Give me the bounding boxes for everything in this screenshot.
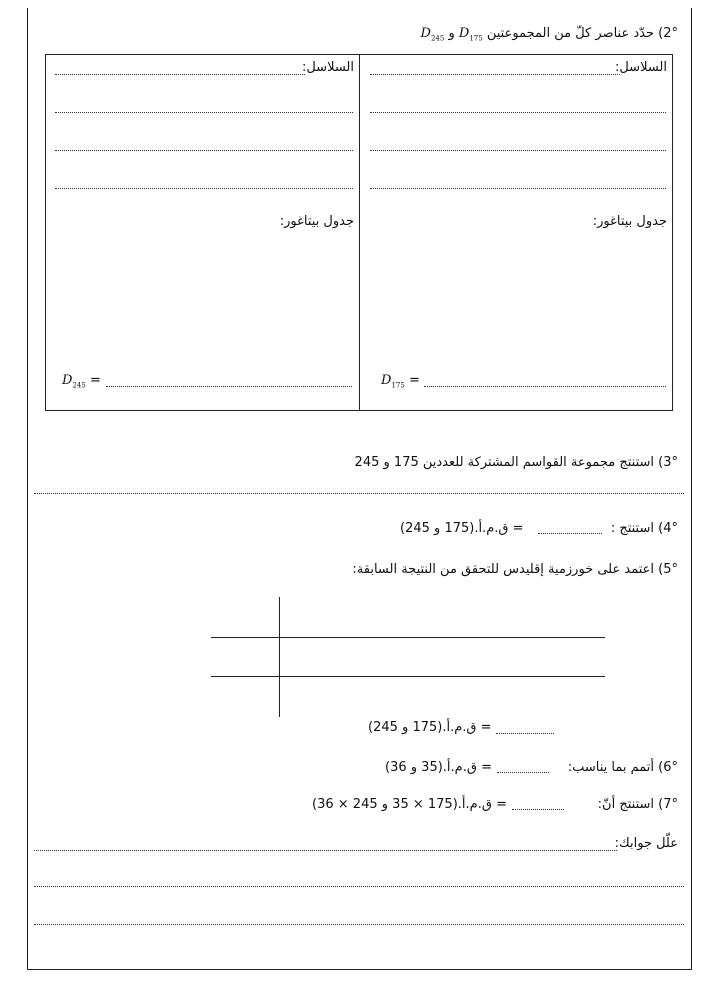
- chain-label-right: السلاسل:: [614, 60, 667, 75]
- answer-line[interactable]: [106, 386, 352, 387]
- q7-number: 7°): [658, 797, 678, 812]
- answer-line[interactable]: [370, 112, 666, 113]
- answer-line[interactable]: [55, 188, 353, 189]
- q4-prompt: [611, 521, 678, 536]
- answer-blank[interactable]: [538, 533, 602, 534]
- q6-text: أتمم بما يناسب:: [567, 760, 654, 775]
- euclid-vertical-line: [279, 597, 280, 717]
- answer-line[interactable]: [370, 150, 666, 151]
- box-divider: [359, 54, 360, 411]
- q2-number: 2°): [658, 26, 678, 41]
- q4-expression: = ق.م.أ.(175 و 245): [400, 521, 524, 536]
- q4-text: استنتج :: [610, 521, 654, 536]
- answer-line[interactable]: [34, 493, 684, 494]
- euclid-horizontal-line: [211, 676, 605, 677]
- answer-blank[interactable]: [496, 733, 554, 734]
- q3-text: 3°) استنتج مجموعة القواسم المشتركة للعددين 175 و 245: [354, 455, 678, 470]
- q5-expression: = ق.م.أ.(175 و 245): [368, 720, 492, 735]
- q2-symbol-d175: $D_{175}$: [458, 26, 483, 43]
- answer-line[interactable]: [370, 188, 666, 189]
- q6-prompt: [568, 760, 678, 775]
- q6-expression: = ق.م.أ.(35 و 36): [385, 760, 492, 775]
- q7-prompt: [598, 797, 678, 812]
- pythagoras-label-left: جدول بيتاغور:: [279, 214, 354, 229]
- answer-line[interactable]: [55, 112, 353, 113]
- q2-symbol-d245: $D_{245}$: [420, 26, 445, 43]
- answer-line[interactable]: [34, 886, 684, 887]
- d175-symbol: $D_{175}$: [381, 373, 405, 390]
- euclid-horizontal-line: [211, 637, 605, 638]
- answer-line[interactable]: [55, 74, 305, 75]
- q6-number: 6°): [658, 760, 678, 775]
- justify-label: علّل جوابك:: [614, 836, 678, 851]
- q2-header: [421, 26, 678, 43]
- answer-line[interactable]: [55, 150, 353, 151]
- d245-symbol: $D_{245}$: [62, 373, 86, 390]
- q2-text: حدّد عناصر كلّ من المجموعتين: [486, 26, 654, 41]
- q7-expression: = ق.م.أ.(175 × 35 و 245 × 36): [312, 797, 507, 812]
- d245-result: $D_{245}$ =: [62, 373, 101, 390]
- answer-blank[interactable]: [497, 772, 549, 773]
- q7-text: استنتج أنّ:: [597, 797, 654, 812]
- chain-label-left: السلاسل:: [301, 60, 354, 75]
- q2-and: و: [448, 26, 455, 41]
- d175-result: $D_{175}$ =: [381, 373, 420, 390]
- answer-blank[interactable]: [512, 809, 564, 810]
- answer-line[interactable]: [34, 924, 684, 925]
- answer-line[interactable]: [424, 386, 666, 387]
- q4-number: 4°): [658, 521, 678, 536]
- q5-text: 5°) اعتمد على خورزمية إقليدس للتحقق من النتيجة السابقة:: [352, 562, 678, 577]
- answer-line[interactable]: [370, 74, 620, 75]
- pythagoras-label-right: جدول بيتاغور:: [592, 214, 667, 229]
- answer-line[interactable]: [34, 850, 617, 851]
